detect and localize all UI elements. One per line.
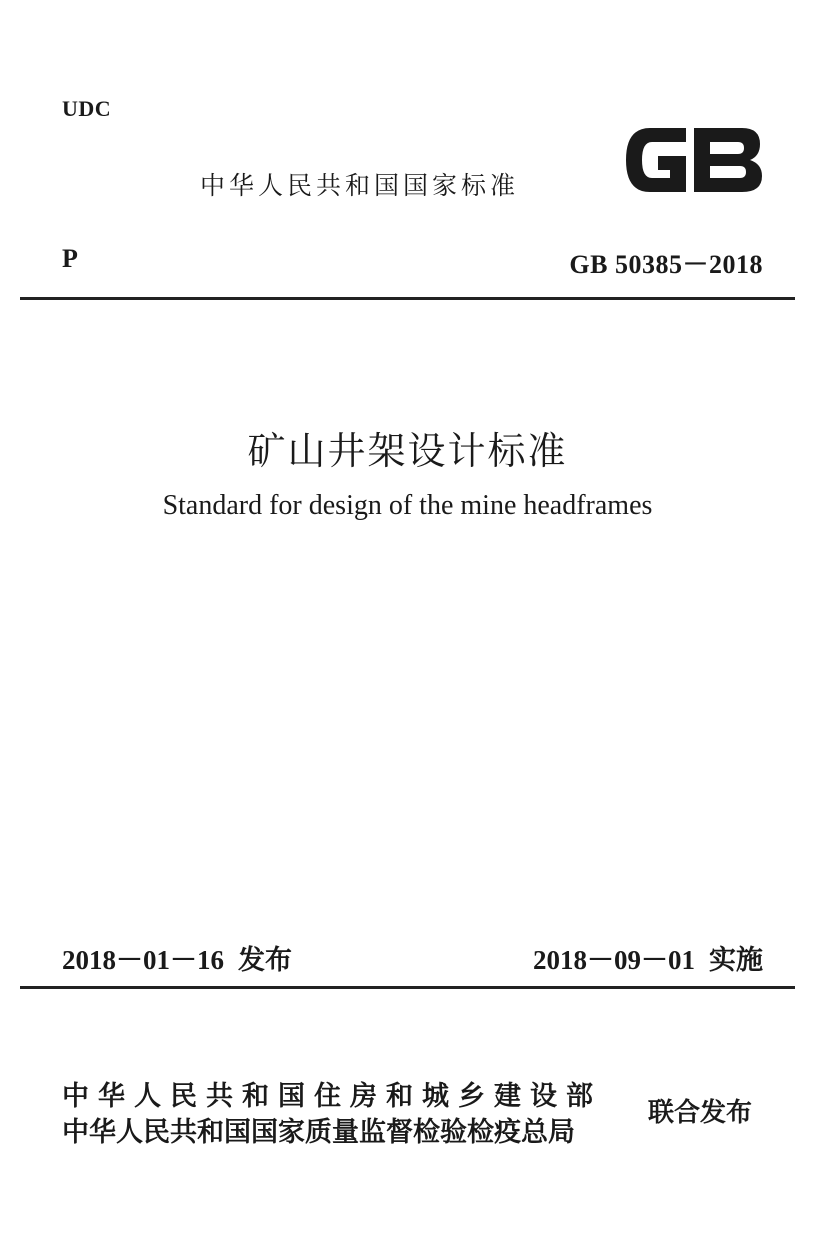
udc-label: UDC xyxy=(62,96,112,121)
implement-date: 2018－09－01 xyxy=(533,945,695,975)
header-divider xyxy=(20,297,795,300)
issue-date: 2018－01－16 xyxy=(62,945,224,975)
standard-number: GB 50385－2018 xyxy=(569,250,763,279)
title-english: Standard for design of the mine headframes xyxy=(162,490,653,521)
gb-logo-icon xyxy=(620,122,764,198)
joint-issue-label: 联合发布 xyxy=(648,1098,753,1128)
issue-label: 发布 xyxy=(238,945,292,976)
classification-code: P xyxy=(62,244,78,273)
issue-date-line xyxy=(62,938,292,977)
issuer-aqsiq: 中华人民共和国国家质量监督检验检疫总局 xyxy=(62,1117,575,1148)
issuer-ministry: 中华人民共和国住房和城乡建设部 xyxy=(62,1081,602,1112)
title-chinese: 矿山井架设计标准 xyxy=(247,429,568,473)
implement-label: 实施 xyxy=(709,945,763,976)
footer-divider xyxy=(20,986,795,989)
national-standard-heading: 中华人民共和国国家标准 xyxy=(200,171,520,200)
implement-date-line xyxy=(533,938,763,977)
